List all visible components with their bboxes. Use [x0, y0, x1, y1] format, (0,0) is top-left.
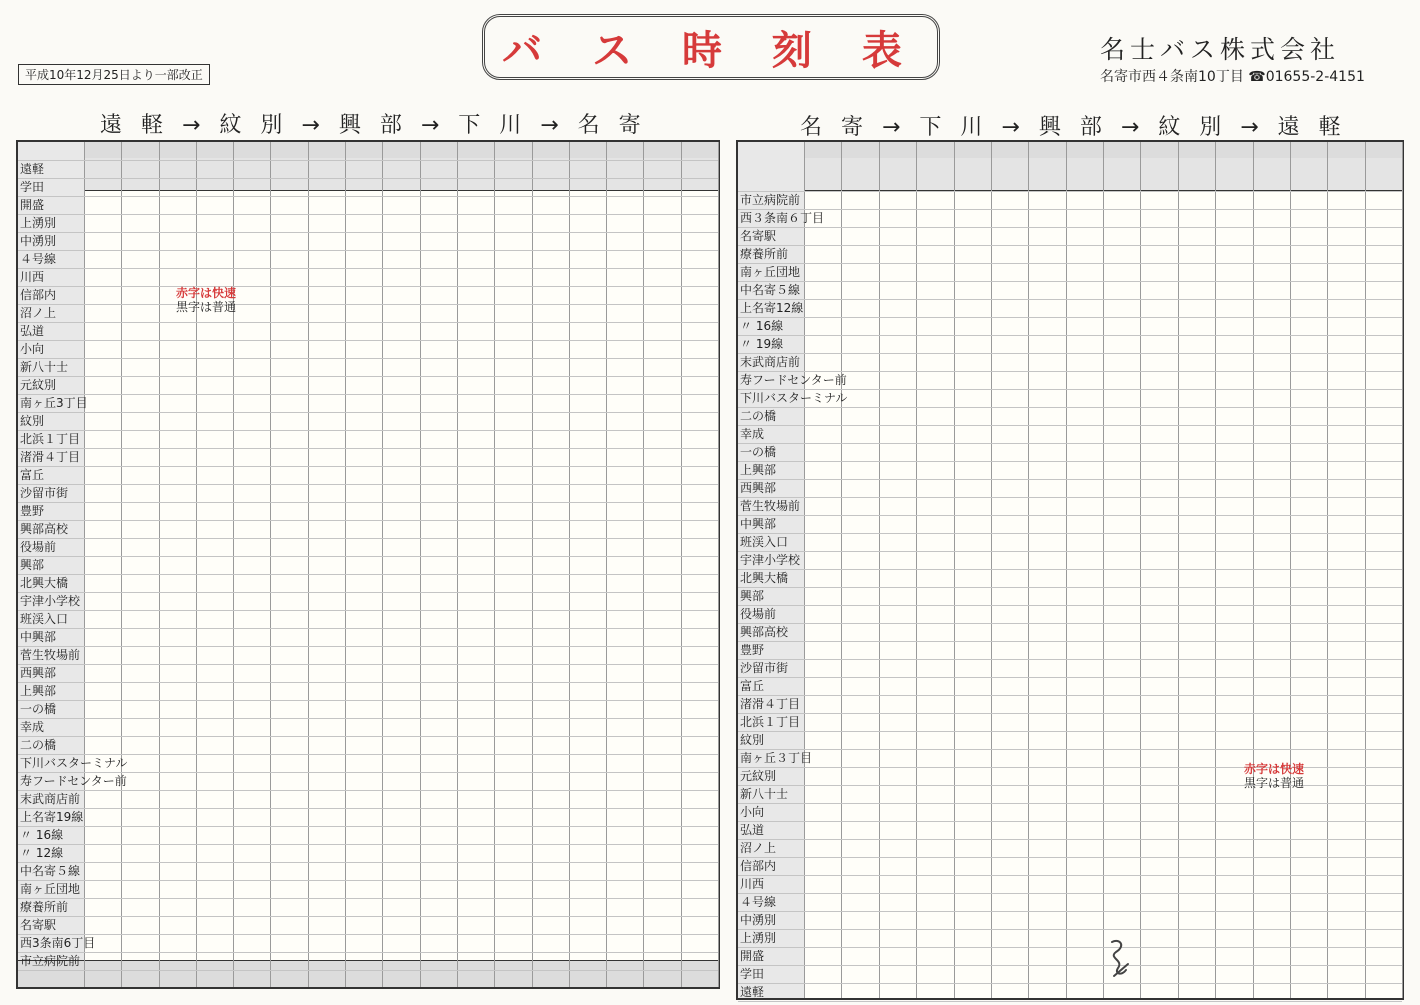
- stop-name: 沙留市街: [20, 486, 69, 500]
- stop-name: 菅生牧場前: [20, 648, 81, 662]
- stop-name: 中興部: [740, 517, 777, 531]
- stop-name: 富丘: [20, 468, 45, 482]
- stop-name: 学田: [20, 180, 45, 194]
- stop-name: 学田: [740, 967, 765, 981]
- stop-name: ４号線: [20, 252, 57, 266]
- grid-column-line: [916, 142, 917, 998]
- stop-name: 下川バスターミナル: [740, 391, 848, 405]
- stop-name: 一の橋: [20, 702, 57, 716]
- stop-name: 南ヶ丘団地: [740, 265, 801, 279]
- legend-local: 黒字は普通: [1243, 776, 1304, 790]
- stop-name: 班渓入口: [20, 612, 69, 626]
- stop-list-left: [20, 160, 127, 970]
- stop-name: 役場前: [20, 540, 57, 554]
- stop-name: 興部: [20, 558, 45, 572]
- stop-name: 南ヶ丘3丁目: [20, 396, 88, 410]
- stop-name: 西３条南６丁目: [740, 211, 825, 225]
- stop-name: 北浜１丁目: [740, 715, 801, 729]
- stop-name: 元紋別: [20, 378, 57, 392]
- stop-name: 宇津小学校: [20, 594, 81, 608]
- stop-name: ４号線: [740, 895, 777, 909]
- stop-name: 上名寄12線: [740, 301, 804, 315]
- stop-name: 二の橋: [20, 738, 57, 752]
- stop-name: 川西: [740, 877, 765, 891]
- stop-name: 末武商店前: [20, 792, 81, 806]
- grid-column-line: [1103, 142, 1104, 998]
- stop-name: 新八十士: [20, 360, 69, 374]
- grid-column-line: [954, 142, 955, 998]
- grid-column-line: [1140, 142, 1141, 998]
- route-header-right: 名 寄 → 下 川 → 興 部 → 紋 別 → 遠 軽: [800, 115, 1347, 140]
- stop-name: 療養所前: [740, 247, 789, 261]
- stop-name: 弘道: [20, 324, 45, 338]
- stop-name: 信部内: [740, 859, 777, 873]
- grid-row-line: [18, 970, 718, 971]
- stop-name: 元紋別: [740, 769, 777, 783]
- stop-name: 末武商店前: [740, 355, 801, 369]
- stop-name: 菅生牧場前: [740, 499, 801, 513]
- stop-name: 北興大橋: [740, 571, 789, 585]
- stop-name: 療養所前: [20, 900, 69, 914]
- stop-name: 北浜１丁目: [20, 432, 81, 446]
- page-title: バ ス 時 刻 表: [482, 14, 940, 80]
- subheader-right: [738, 158, 1402, 191]
- legend-express: 赤字は快速: [1243, 762, 1304, 776]
- grid-column-line: [879, 142, 880, 998]
- stop-name: 市立病院前: [20, 954, 81, 968]
- legend-local: 黒字は普通: [175, 300, 236, 314]
- stop-name: 遠軽: [740, 985, 765, 999]
- stop-name: 豊野: [20, 504, 45, 518]
- stop-name: 名寄駅: [20, 918, 57, 932]
- grid-column-line: [718, 142, 719, 987]
- stop-name: 上湧別: [740, 931, 777, 945]
- stop-name: 富丘: [740, 679, 765, 693]
- legend-left: [160, 286, 252, 314]
- grid-column-line: [1028, 142, 1029, 998]
- stop-name: 南ヶ丘団地: [20, 882, 81, 896]
- stop-name: 市立病院前: [740, 193, 801, 207]
- stop-name: 紋別: [740, 733, 765, 747]
- stop-name: 遠軽: [20, 162, 45, 176]
- stop-name: 上名寄19線: [20, 810, 84, 824]
- grid-column-line: [1178, 142, 1179, 998]
- stop-list-right: [740, 191, 847, 1001]
- grid-column-line: [1066, 142, 1067, 998]
- grid-column-line: [991, 142, 992, 998]
- stop-name: 南ヶ丘３丁目: [740, 751, 813, 765]
- stop-name: 小向: [740, 805, 765, 819]
- grid-column-line: [1402, 142, 1403, 998]
- stop-name: 弘道: [740, 823, 765, 837]
- stop-name: 中興部: [20, 630, 57, 644]
- stop-name: 幸成: [20, 720, 45, 734]
- stop-name: 川西: [20, 270, 45, 284]
- stop-name: 信部内: [20, 288, 57, 302]
- stop-name: 上興部: [20, 684, 57, 698]
- stop-name: 沼ノ上: [740, 841, 777, 855]
- stop-name: 新八十士: [740, 787, 789, 801]
- stop-name: 下川バスターミナル: [20, 756, 128, 770]
- column-header-right: [738, 142, 1402, 159]
- stop-name: 開盛: [20, 198, 45, 212]
- stop-name: 幸成: [740, 427, 765, 441]
- revision-note: 平成10年12月25日より一部改正: [18, 64, 210, 85]
- stop-name: 名寄駅: [740, 229, 777, 243]
- legend-express: 赤字は快速: [175, 286, 236, 300]
- stop-name: 一の橋: [740, 445, 777, 459]
- stop-name: 〃 19線: [740, 337, 784, 351]
- stop-name: 宇津小学校: [740, 553, 801, 567]
- stop-name: 小向: [20, 342, 45, 356]
- handwritten-signature: [1106, 936, 1132, 982]
- stop-name: 中名寄５線: [20, 864, 81, 878]
- stop-name: 班渓入口: [740, 535, 789, 549]
- grid-column-line: [1253, 142, 1254, 998]
- stop-name: 上湧別: [20, 216, 57, 230]
- stop-name: 紋別: [20, 414, 45, 428]
- stop-name: 興部: [740, 589, 765, 603]
- grid-column-line: [1327, 142, 1328, 998]
- grid-column-line: [1215, 142, 1216, 998]
- stop-name: 渚滑４丁目: [740, 697, 801, 711]
- stop-name: 中名寄５線: [740, 283, 801, 297]
- stop-name: 西興部: [20, 666, 57, 680]
- stop-name: 渚滑４丁目: [20, 450, 81, 464]
- timetable-right: [736, 140, 1404, 1000]
- company-name: 名士バス株式会社: [1100, 35, 1341, 64]
- company-address: 名寄市西４条南10丁目 ☎01655-2-4151: [1100, 69, 1365, 85]
- stop-name: 役場前: [740, 607, 777, 621]
- stop-name: 北興大橋: [20, 576, 69, 590]
- stop-name: 興部高校: [740, 625, 789, 639]
- stop-name: 二の橋: [740, 409, 777, 423]
- stop-name: 寿フードセンター前: [20, 774, 127, 788]
- stop-name: 開盛: [740, 949, 765, 963]
- column-header-left: [18, 142, 718, 159]
- stop-name: 中湧別: [740, 913, 777, 927]
- stop-name: 上興部: [740, 463, 777, 477]
- stop-name: 興部高校: [20, 522, 69, 536]
- stop-name: 西3条南6丁目: [20, 936, 96, 950]
- stop-name: 中湧別: [20, 234, 57, 248]
- stop-name: 〃 16線: [740, 319, 784, 333]
- stop-name: 沼ノ上: [20, 306, 57, 320]
- grid-column-line: [1365, 142, 1366, 998]
- stop-name: 豊野: [740, 643, 765, 657]
- stop-name: 沙留市街: [740, 661, 789, 675]
- stop-name: 寿フードセンター前: [740, 373, 847, 387]
- stop-name: 〃 16線: [20, 828, 64, 842]
- timetable-left: [16, 140, 720, 989]
- grid-column-line: [1290, 142, 1291, 998]
- grid-row-line: [738, 1001, 1402, 1002]
- legend-right: [1228, 762, 1320, 790]
- stop-name: 〃 12線: [20, 846, 64, 860]
- stop-name: 西興部: [740, 481, 777, 495]
- route-header-left: 遠 軽 → 紋 別 → 興 部 → 下 川 → 名 寄: [100, 113, 647, 138]
